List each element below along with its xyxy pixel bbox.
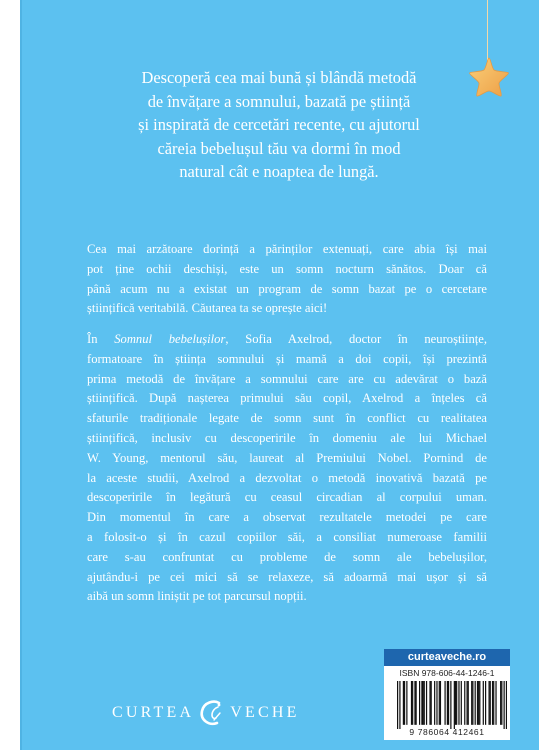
paragraph-line: ajutându-i pe cei mici să se relaxeze, să adoarmă mai ușor și să [87,569,487,584]
paragraph-line: până acum nu a existat un program de somn bazat pe o cercetare [87,281,487,296]
barcode-bar [490,681,491,725]
paragraph-line: W. Young, mentorul său, laureat al Premiului Nobel. Pornind de [87,450,487,465]
barcode-bar [416,681,417,725]
star-ornament-icon [467,56,511,98]
barcode-bar [426,681,427,725]
barcode-bar [421,681,422,725]
barcode-bar [414,681,415,725]
paragraph-line-first [87,330,487,350]
intro-paragraph [87,240,487,319]
barcode-bar [455,681,456,725]
cover-blurb [98,66,460,184]
barcode-bar [403,681,404,725]
publisher-emblem-icon [197,698,227,728]
paragraph-line: descoperirile în legătură cu ceasul circadian al corpului uman. [87,490,487,505]
barcode-bar [399,681,400,729]
paragraph-line: Cea mai arzătoare dorință a părinților extenuați, care abia își mai [87,242,487,256]
barcode-bar [495,681,496,725]
paragraph-line: pot ține ochii deschiși, este un somn nocturn sănătos. Doar că [87,261,487,276]
barcode-bar [450,681,451,729]
barcode-bar [468,681,469,725]
blurb-line: și inspirată de cercetări recente, cu ajutorul [138,115,420,134]
publisher-name-left: CURTEA [112,704,195,721]
publisher-website: curteaveche.ro [384,649,510,666]
paragraph-line: Din momentul în care a observat rezultatele metodei pe care [87,510,487,525]
barcode-bar [444,681,445,725]
barcode-bar [412,681,413,725]
publisher-name-right: VECHE [230,704,300,721]
barcode-bar [436,681,437,725]
blurb-line: Descoperă cea mai bună și blândă metodă [141,68,417,87]
barcode-bar [434,681,435,725]
barcode-bar [478,681,479,725]
barcode-bar [500,681,501,725]
barcode-bar [492,681,493,725]
barcode-bar [483,681,484,725]
paragraph-line: științifică, inclusiv cu descoperirile în domeniu ale lui Michael [87,430,487,445]
paragraph-prefix: În [87,332,115,346]
barcode-bar [429,681,430,725]
barcode-bar [504,681,505,729]
isbn-text: ISBN 978-606-44-1246-1 [399,668,495,678]
paragraph-suffix: , Sofia Axelrod, doctor în neuroștiințe, [225,332,487,346]
barcode-bar [479,681,480,725]
barcode-digits: 9 786064 412461 [409,727,485,737]
barcode-bar [472,681,473,725]
blurb-line: natural cât e noaptea de lungă. [179,162,379,181]
publisher-logo [112,693,300,733]
barcode-box [384,649,510,740]
barcode-bar [456,681,457,725]
barcode-bar [424,681,425,725]
barcode-bar [471,681,472,725]
barcode-bar [406,681,407,725]
paragraph-line: a folosit-o și în cazul copiilor săi, a consiliat numeroase familii [87,529,487,544]
barcode-bar [397,681,398,729]
barcode-bar [461,681,462,725]
paragraph-line: formatoare în știința somnului și mamă a doi copii, își prezintă [87,351,487,366]
paragraph-line: prima metodă de învățare a somnului care are cu adevărat o bază [87,371,487,386]
paragraph-line: științifică. După nașterea primului său copil, Axelrod a înțeles că [87,391,487,406]
barcode-bar [454,681,455,729]
description-paragraph [87,330,487,607]
barcode-bar [448,681,449,725]
paragraph-line: științifică veritabilă. Căutarea ta se oprește aici! [87,301,328,316]
barcode-bar [439,681,440,725]
blurb-line: de învățare a somnului, bazată pe știință [147,91,411,111]
barcode-bar [506,681,507,729]
barcode-bar [440,681,441,725]
paragraph-line: la aceste studii, Axelrod a dezvoltat o metodă inovativă bazată pe [87,470,487,485]
barcode-bar [475,681,476,725]
back-cover [20,0,539,750]
paragraph-line: sfaturile tradiționale legate de somn sunt în conflict cu realitatea [87,411,487,426]
barcode-bar [466,681,467,725]
barcode-bar [431,681,432,725]
barcode-bar [458,681,459,725]
barcode-bars [397,681,507,729]
paragraph-line: aibă un somn liniștit pe tot parcursul nopții. [87,589,307,604]
barcode-bar [464,681,465,725]
barcode-bar [411,681,412,725]
barcode-bar [485,681,486,725]
barcode-bar [404,681,405,725]
barcode-bar [422,681,423,725]
barcode-bar [419,681,420,725]
barcode-bar [501,681,502,725]
barcode-bar [488,681,489,725]
book-title: Somnul bebelușilor [114,332,226,346]
barcode-bar [477,681,478,725]
barcode-bar [493,681,494,725]
paragraph-line: care s-au confruntat cu probleme de somn ale bebelușilor, [87,549,487,564]
blurb-line: căreia bebelușul tău va dormi în mod [157,138,401,158]
barcode-bar [447,681,448,725]
